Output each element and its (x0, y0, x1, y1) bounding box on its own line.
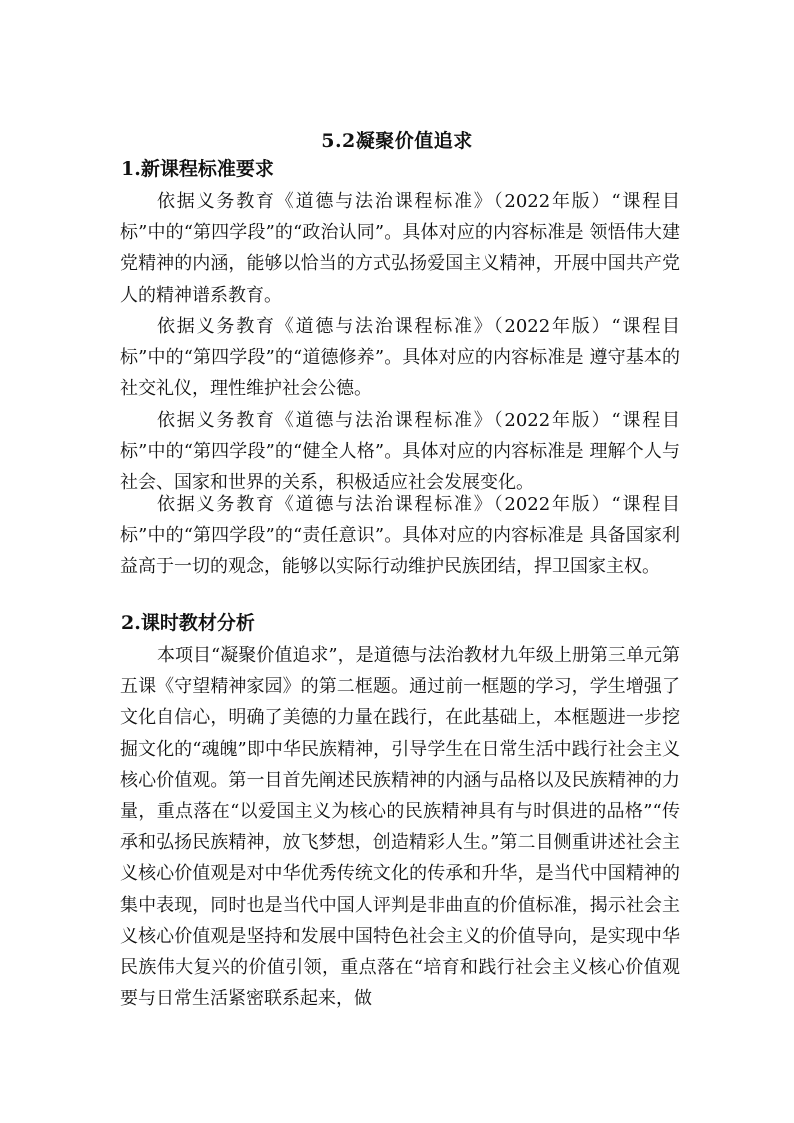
page-title: 5.2凝聚价值追求 (321, 130, 473, 152)
paragraph-moral-cultivation: 依据义务教育《道德与法治课程标准》（2022年版）“课程目标”中的“第四学段”的“道德修养”。具体对应的内容标准是 遵守基本的社交礼仪，理性维护社会公德。 (120, 316, 680, 400)
paragraph-sense-of-responsibility: 依据义务教育《道德与法治课程标准》（2022年版）“课程目标”中的“第四学段”的“责任意识”。具体对应的内容标准是 具备国家利益高于一切的观念，能够以实际行动维护民族团结，捍卫国家主权。 (120, 494, 680, 578)
section-heading-textbook-analysis: 2.课时教材分析 (121, 612, 255, 634)
paragraph-sound-personality: 依据义务教育《道德与法治课程标准》（2022年版）“课程目标”中的“第四学段”的“健全人格”。具体对应的内容标准是 理解个人与社会、国家和世界的关系，积极适应社会发展变化。 (120, 410, 680, 494)
section-heading-curriculum-standards: 1.新课程标准要求 (121, 158, 274, 180)
paragraph-political-identity: 依据义务教育《道德与法治课程标准》（2022年版）“课程目标”中的“第四学段”的“政治认同”。具体对应的内容标准是 领悟伟大建党精神的内涵，能够以恰当的方式弘扬爱国主义精神，开展中国共产党人的精神谱系教育。 (120, 191, 680, 306)
paragraph-textbook-analysis: 本项目“凝聚价值追求”，是道德与法治教材九年级上册第三单元第五课《守望精神家园》的第二框题。通过前一框题的学习，学生增强了文化自信心，明确了美德的力量在践行，在此基础上，本框题进一步挖掘文化的“魂魄”即中华民族精神，引导学生在日常生活中践行社会主义核心价值观。第一目首先阐述民族精神的内涵与品格以及民族精神的力量，重点落在“以爱国主义为核心的民族精神具有与时俱进的品格”“传承和弘扬民族精神，放飞梦想，创造精彩人生。”第二目侧重讲述社会主义核心价值观是对中华优秀传统文化的传承和升华，是当代中国精神的集中表现，同时也是当代中国人评判是非曲直的价值标准，揭示社会主义核心价值观是坚持和发展中国特色社会主义的价值导向，是实现中华民族伟大复兴的价值引领，重点落在“培育和践行社会主义核心价值观 要与日常生活紧密联系起来，做 (120, 645, 680, 1010)
